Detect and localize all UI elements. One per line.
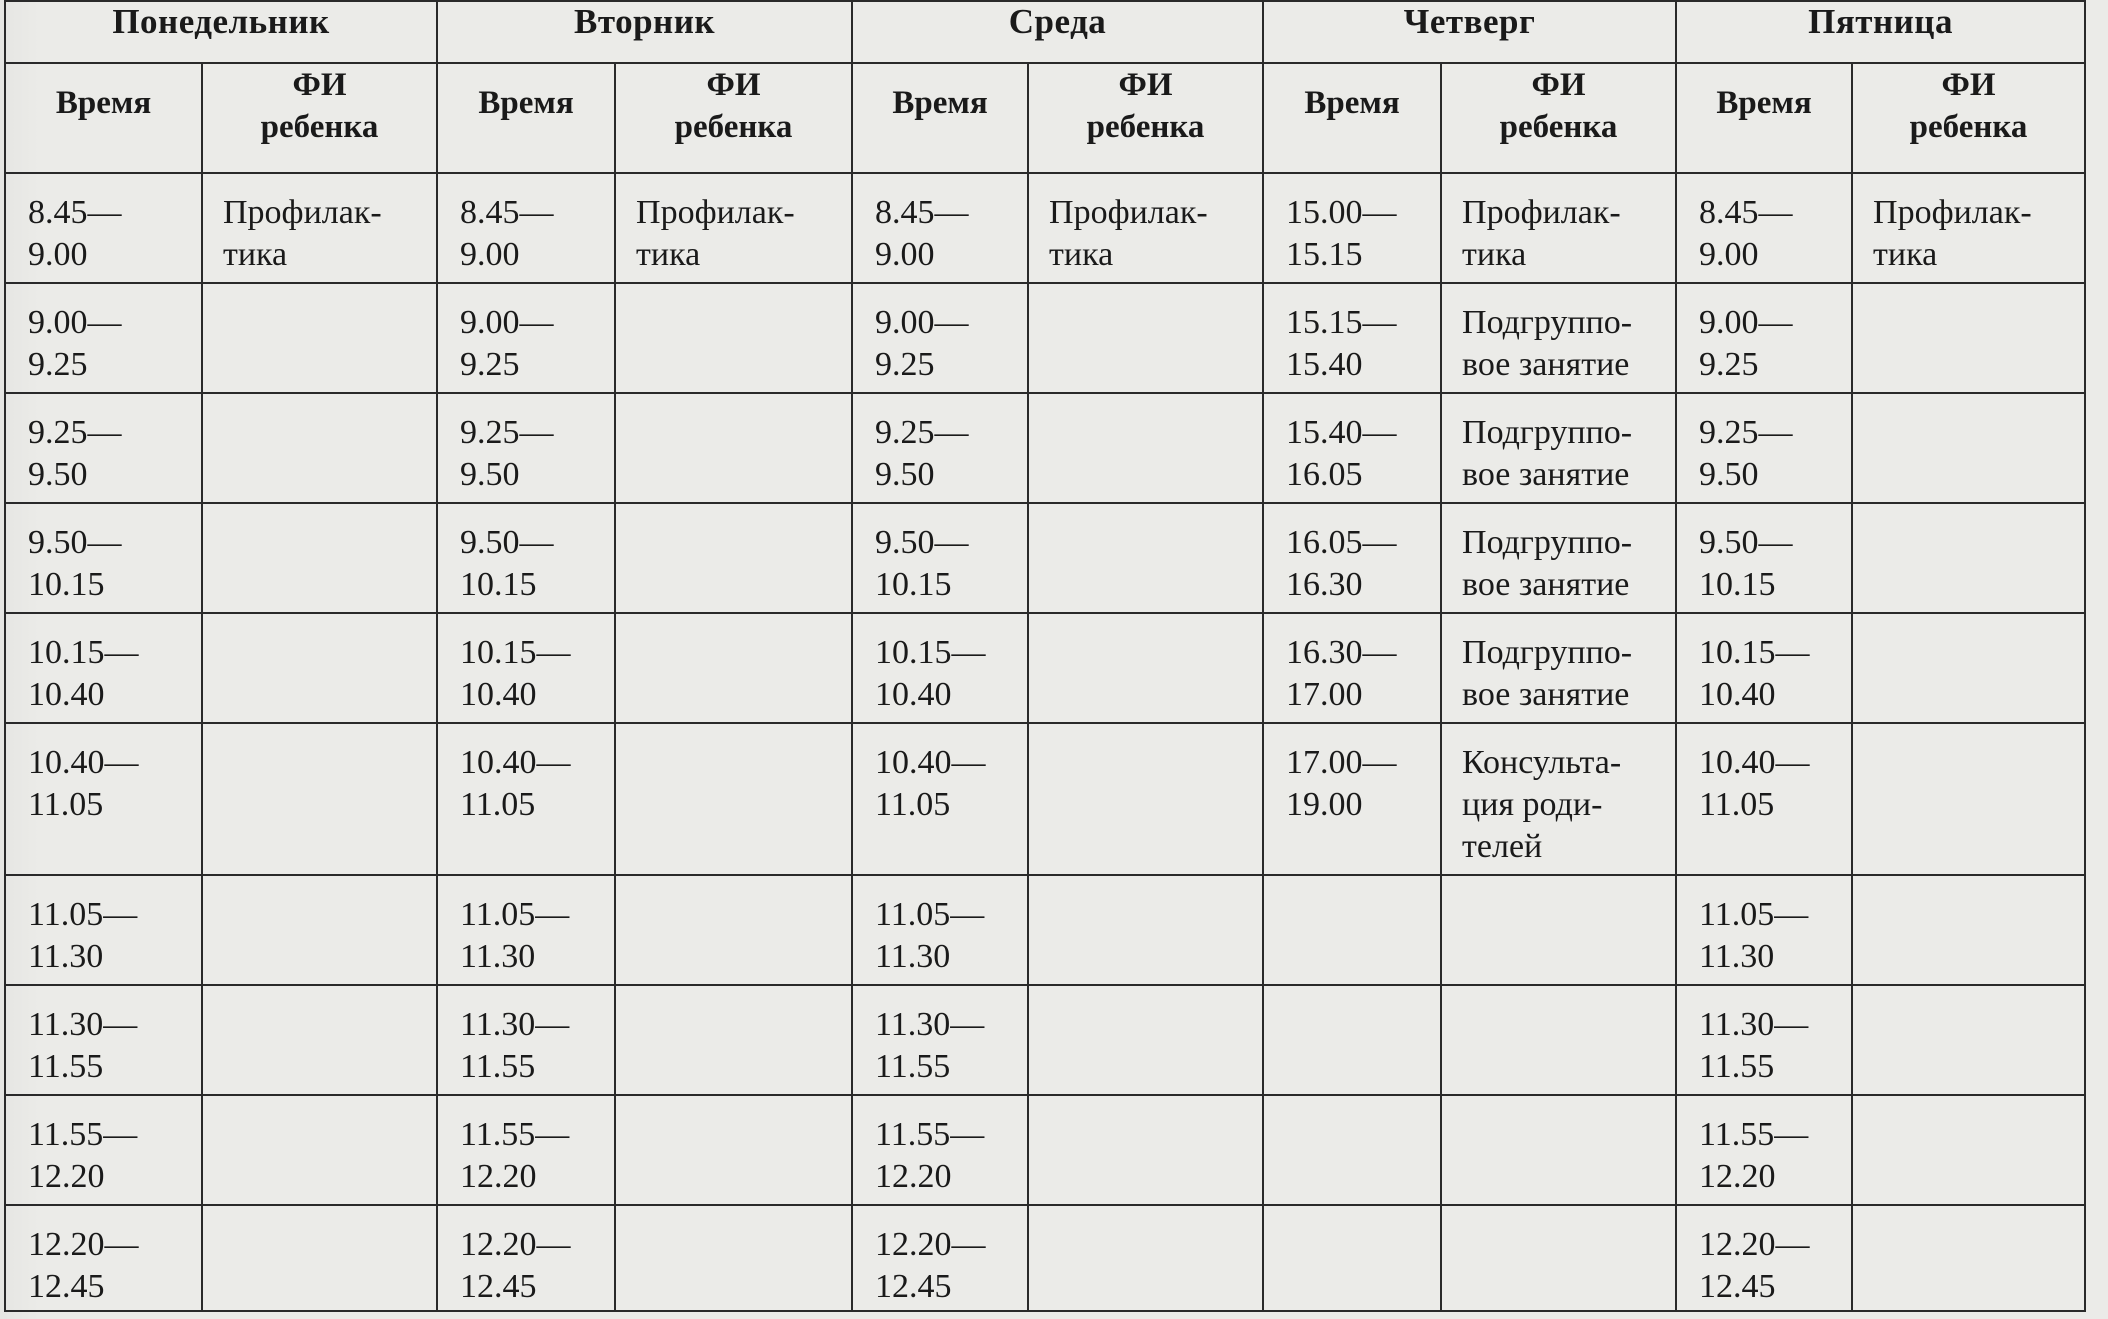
- child-name-cell-text: [203, 1206, 436, 1224]
- time-cell: [437, 723, 615, 875]
- time-cell: [437, 173, 615, 283]
- child-name-cell: [202, 503, 437, 613]
- child-name-cell-text: [203, 1096, 436, 1114]
- child-name-cell-text: [1029, 614, 1262, 632]
- time-cell: [1676, 503, 1852, 613]
- time-cell-text: [1264, 876, 1440, 894]
- child-name-cell: [615, 613, 852, 723]
- time-cell-text: 12.20— 12.45: [1699, 1226, 1810, 1305]
- time-cell-text: 11.05— 11.30: [1699, 896, 1809, 975]
- time-cell: [5, 1205, 202, 1311]
- time-cell: [1263, 1095, 1441, 1205]
- time-cell-text: 15.15— 15.40: [1286, 304, 1397, 383]
- child-name-cell: [615, 723, 852, 875]
- name-column-header: [615, 63, 852, 173]
- time-cell-text: 11.30— 11.55: [1699, 1006, 1809, 1085]
- time-cell-text: 9.00— 9.25: [1699, 304, 1793, 383]
- time-cell-text: 17.00— 19.00: [1286, 744, 1397, 823]
- time-cell: [1263, 1205, 1441, 1311]
- child-name-cell-text: Подгруппо- вое занятие: [1462, 634, 1633, 713]
- time-cell-text: 10.40— 11.05: [460, 744, 571, 823]
- child-name-cell-text: [1442, 986, 1675, 1004]
- time-cell: [437, 393, 615, 503]
- time-cell-text: 10.15— 10.40: [1699, 634, 1810, 713]
- table-row: [5, 503, 2085, 613]
- time-cell-text: [1264, 1096, 1440, 1114]
- child-name-cell-text: [616, 284, 851, 302]
- child-name-cell-text: [1029, 1206, 1262, 1224]
- day-header-row: [5, 1, 2085, 63]
- child-name-cell: [1852, 503, 2085, 613]
- child-name-cell-text: Подгруппо- вое занятие: [1462, 304, 1633, 383]
- child-name-cell: [615, 875, 852, 985]
- table-row: [5, 613, 2085, 723]
- child-name-cell: [1441, 985, 1676, 1095]
- time-cell-text: 11.05— 11.30: [28, 896, 138, 975]
- time-cell: [437, 875, 615, 985]
- child-name-cell-text: [1442, 1096, 1675, 1114]
- time-cell-text: 11.55— 12.20: [1699, 1116, 1809, 1195]
- time-cell: [1676, 723, 1852, 875]
- time-cell-text: 10.15— 10.40: [460, 634, 571, 713]
- name-column-header-text: ФИ ребенка: [1086, 67, 1205, 145]
- time-column-header: Время: [437, 63, 615, 173]
- child-name-cell-text: [1853, 394, 2084, 412]
- name-column-header: [202, 63, 437, 173]
- child-name-cell: [1852, 875, 2085, 985]
- time-cell-text: 9.50— 10.15: [875, 524, 969, 603]
- child-name-cell-text: [1029, 986, 1262, 1004]
- child-name-cell-text: [203, 284, 436, 302]
- time-cell: [5, 723, 202, 875]
- child-name-cell: [1028, 875, 1263, 985]
- time-cell: [1676, 985, 1852, 1095]
- time-cell: [437, 1205, 615, 1311]
- time-cell-text: 11.55— 12.20: [875, 1116, 985, 1195]
- child-name-cell: [202, 613, 437, 723]
- time-cell: [1263, 723, 1441, 875]
- child-name-cell: [615, 393, 852, 503]
- child-name-cell: [615, 985, 852, 1095]
- time-cell-text: 11.30— 11.55: [28, 1006, 138, 1085]
- time-cell-text: 11.55— 12.20: [28, 1116, 138, 1195]
- time-cell: [437, 283, 615, 393]
- child-name-cell-text: Профилак- тика: [636, 194, 795, 273]
- table-row: [5, 283, 2085, 393]
- child-name-cell-text: Профилак- тика: [223, 194, 382, 273]
- time-cell: [852, 283, 1028, 393]
- child-name-cell-text: [1853, 614, 2084, 632]
- child-name-cell-text: Подгруппо- вое занятие: [1462, 414, 1633, 493]
- time-cell-text: 12.20— 12.45: [875, 1226, 986, 1305]
- child-name-cell: [1852, 985, 2085, 1095]
- name-column-header-text: ФИ ребенка: [260, 67, 379, 145]
- time-cell: [1263, 503, 1441, 613]
- time-cell-text: 9.00— 9.25: [875, 304, 969, 383]
- child-name-cell: [1441, 283, 1676, 393]
- child-name-cell: [202, 875, 437, 985]
- child-name-cell: [1028, 613, 1263, 723]
- time-column-header: Время: [1676, 63, 1852, 173]
- table-row: [5, 875, 2085, 985]
- child-name-cell: [1028, 393, 1263, 503]
- time-cell: [1676, 1205, 1852, 1311]
- child-name-cell-text: [616, 724, 851, 742]
- day-header-monday: Понедельник: [5, 1, 437, 63]
- child-name-cell: [1441, 1205, 1676, 1311]
- time-cell: [5, 283, 202, 393]
- time-cell-text: 11.55— 12.20: [460, 1116, 570, 1195]
- time-cell: [1676, 283, 1852, 393]
- time-cell: [5, 393, 202, 503]
- time-cell: [1676, 173, 1852, 283]
- time-cell: [5, 173, 202, 283]
- name-column-header-text: ФИ ребенка: [674, 67, 793, 145]
- time-cell: [852, 1095, 1028, 1205]
- child-name-cell-text: [616, 394, 851, 412]
- child-name-cell: [1852, 723, 2085, 875]
- time-cell-text: 10.40— 11.05: [28, 744, 139, 823]
- child-name-cell: [1441, 613, 1676, 723]
- day-header-thursday: Четверг: [1263, 1, 1676, 63]
- child-name-cell: [615, 173, 852, 283]
- child-name-cell-text: [203, 876, 436, 894]
- table-row: [5, 985, 2085, 1095]
- table-row: [5, 1205, 2085, 1311]
- time-cell-text: 8.45— 9.00: [28, 194, 122, 273]
- time-cell-text: 9.25— 9.50: [28, 414, 122, 493]
- child-name-cell-text: [616, 1096, 851, 1114]
- day-header-tuesday: Вторник: [437, 1, 852, 63]
- weekly-schedule-table: [4, 0, 2086, 1312]
- time-column-header: Время: [1263, 63, 1441, 173]
- time-cell: [852, 503, 1028, 613]
- time-cell: [437, 985, 615, 1095]
- time-cell: [1263, 393, 1441, 503]
- time-cell: [5, 985, 202, 1095]
- child-name-cell: [1441, 1095, 1676, 1205]
- child-name-cell: [1852, 1205, 2085, 1311]
- name-column-header: [1852, 63, 2085, 173]
- child-name-cell: [202, 1095, 437, 1205]
- name-column-header: [1441, 63, 1676, 173]
- name-column-header-text: ФИ ребенка: [1499, 67, 1618, 145]
- time-cell: [1263, 173, 1441, 283]
- time-cell-text: 12.20— 12.45: [28, 1226, 139, 1305]
- time-cell: [1676, 1095, 1852, 1205]
- time-cell-text: 9.00— 9.25: [460, 304, 554, 383]
- child-name-cell: [615, 1095, 852, 1205]
- time-cell: [1676, 875, 1852, 985]
- time-cell: [1263, 613, 1441, 723]
- child-name-cell: [1441, 875, 1676, 985]
- child-name-cell-text: Профилак- тика: [1049, 194, 1208, 273]
- child-name-cell-text: [616, 986, 851, 1004]
- child-name-cell: [1852, 393, 2085, 503]
- child-name-cell-text: [1853, 504, 2084, 522]
- time-cell-text: 9.50— 10.15: [1699, 524, 1793, 603]
- time-cell: [852, 393, 1028, 503]
- child-name-cell: [1028, 1095, 1263, 1205]
- child-name-cell-text: [1442, 876, 1675, 894]
- time-cell-text: 9.25— 9.50: [460, 414, 554, 493]
- child-name-cell-text: [1853, 1096, 2084, 1114]
- child-name-cell: [1441, 723, 1676, 875]
- time-cell-text: 9.50— 10.15: [460, 524, 554, 603]
- time-cell: [437, 503, 615, 613]
- child-name-cell: [1441, 173, 1676, 283]
- child-name-cell-text: [1853, 876, 2084, 894]
- child-name-cell: [1028, 1205, 1263, 1311]
- time-cell-text: 11.05— 11.30: [875, 896, 985, 975]
- child-name-cell-text: Консульта- ция роди- телей: [1462, 744, 1622, 865]
- time-cell-text: 16.05— 16.30: [1286, 524, 1397, 603]
- time-cell: [852, 985, 1028, 1095]
- time-cell-text: 10.15— 10.40: [875, 634, 986, 713]
- time-cell: [852, 723, 1028, 875]
- child-name-cell-text: [203, 394, 436, 412]
- child-name-cell: [1852, 173, 2085, 283]
- child-name-cell-text: [1029, 504, 1262, 522]
- time-cell: [852, 875, 1028, 985]
- child-name-cell: [1852, 1095, 2085, 1205]
- time-cell-text: 16.30— 17.00: [1286, 634, 1397, 713]
- name-column-header: [1028, 63, 1263, 173]
- child-name-cell: [1441, 503, 1676, 613]
- child-name-cell: [202, 985, 437, 1095]
- child-name-cell: [1028, 723, 1263, 875]
- time-cell-text: 15.40— 16.05: [1286, 414, 1397, 493]
- child-name-cell: [202, 283, 437, 393]
- child-name-cell: [202, 723, 437, 875]
- time-cell: [852, 613, 1028, 723]
- time-cell-text: 9.00— 9.25: [28, 304, 122, 383]
- child-name-cell: [1852, 613, 2085, 723]
- child-name-cell-text: [203, 614, 436, 632]
- child-name-cell-text: Подгруппо- вое занятие: [1462, 524, 1633, 603]
- time-cell: [852, 173, 1028, 283]
- child-name-cell-text: [616, 504, 851, 522]
- child-name-cell: [1441, 393, 1676, 503]
- time-cell: [1676, 393, 1852, 503]
- time-cell-text: 9.50— 10.15: [28, 524, 122, 603]
- day-header-friday: Пятница: [1676, 1, 2085, 63]
- child-name-cell-text: [1029, 724, 1262, 742]
- child-name-cell-text: [203, 724, 436, 742]
- time-cell: [5, 875, 202, 985]
- time-cell: [5, 1095, 202, 1205]
- child-name-cell-text: [1029, 394, 1262, 412]
- time-cell: [1263, 985, 1441, 1095]
- time-cell: [437, 613, 615, 723]
- name-column-header-text: ФИ ребенка: [1909, 67, 2028, 145]
- time-cell: [1263, 875, 1441, 985]
- time-cell-text: 10.40— 11.05: [875, 744, 986, 823]
- child-name-cell-text: [1029, 284, 1262, 302]
- time-cell-text: 10.15— 10.40: [28, 634, 139, 713]
- child-name-cell: [1028, 283, 1263, 393]
- time-cell: [5, 503, 202, 613]
- table-row: [5, 723, 2085, 875]
- time-cell-text: [1264, 986, 1440, 1004]
- table-row: [5, 173, 2085, 283]
- child-name-cell-text: [1853, 284, 2084, 302]
- time-cell-text: 8.45— 9.00: [875, 194, 969, 273]
- child-name-cell-text: [1853, 1206, 2084, 1224]
- child-name-cell-text: [1029, 1096, 1262, 1114]
- child-name-cell: [202, 393, 437, 503]
- time-cell-text: 8.45— 9.00: [1699, 194, 1793, 273]
- time-cell-text: 10.40— 11.05: [1699, 744, 1810, 823]
- time-column-header: Время: [5, 63, 202, 173]
- time-cell-text: 11.30— 11.55: [460, 1006, 570, 1085]
- table-row: [5, 393, 2085, 503]
- child-name-cell-text: Профилак- тика: [1873, 194, 2032, 273]
- time-column-header: Время: [852, 63, 1028, 173]
- time-cell-text: 8.45— 9.00: [460, 194, 554, 273]
- time-cell-text: 9.25— 9.50: [875, 414, 969, 493]
- time-cell: [1676, 613, 1852, 723]
- child-name-cell: [1852, 283, 2085, 393]
- child-name-cell-text: Профилак- тика: [1462, 194, 1621, 273]
- time-cell: [1263, 283, 1441, 393]
- child-name-cell-text: [616, 876, 851, 894]
- time-cell-text: 11.05— 11.30: [460, 896, 570, 975]
- child-name-cell: [202, 1205, 437, 1311]
- column-header-row: [5, 63, 2085, 173]
- day-header-wednesday: Среда: [852, 1, 1263, 63]
- schedule-body: [5, 173, 2085, 1311]
- child-name-cell-text: [1853, 986, 2084, 1004]
- time-cell: [5, 613, 202, 723]
- time-cell-text: [1264, 1206, 1440, 1224]
- child-name-cell: [615, 283, 852, 393]
- child-name-cell-text: [1853, 724, 2084, 742]
- child-name-cell: [1028, 985, 1263, 1095]
- time-cell-text: 9.25— 9.50: [1699, 414, 1793, 493]
- child-name-cell-text: [203, 504, 436, 522]
- time-cell: [437, 1095, 615, 1205]
- time-cell-text: 11.30— 11.55: [875, 1006, 985, 1085]
- child-name-cell: [615, 503, 852, 613]
- child-name-cell: [202, 173, 437, 283]
- child-name-cell-text: [1442, 1206, 1675, 1224]
- time-cell-text: 15.00— 15.15: [1286, 194, 1397, 273]
- time-cell-text: 12.20— 12.45: [460, 1226, 571, 1305]
- child-name-cell: [1028, 503, 1263, 613]
- time-cell: [852, 1205, 1028, 1311]
- child-name-cell: [615, 1205, 852, 1311]
- child-name-cell-text: [616, 1206, 851, 1224]
- child-name-cell-text: [616, 614, 851, 632]
- child-name-cell: [1028, 173, 1263, 283]
- table-row: [5, 1095, 2085, 1205]
- child-name-cell-text: [203, 986, 436, 1004]
- child-name-cell-text: [1029, 876, 1262, 894]
